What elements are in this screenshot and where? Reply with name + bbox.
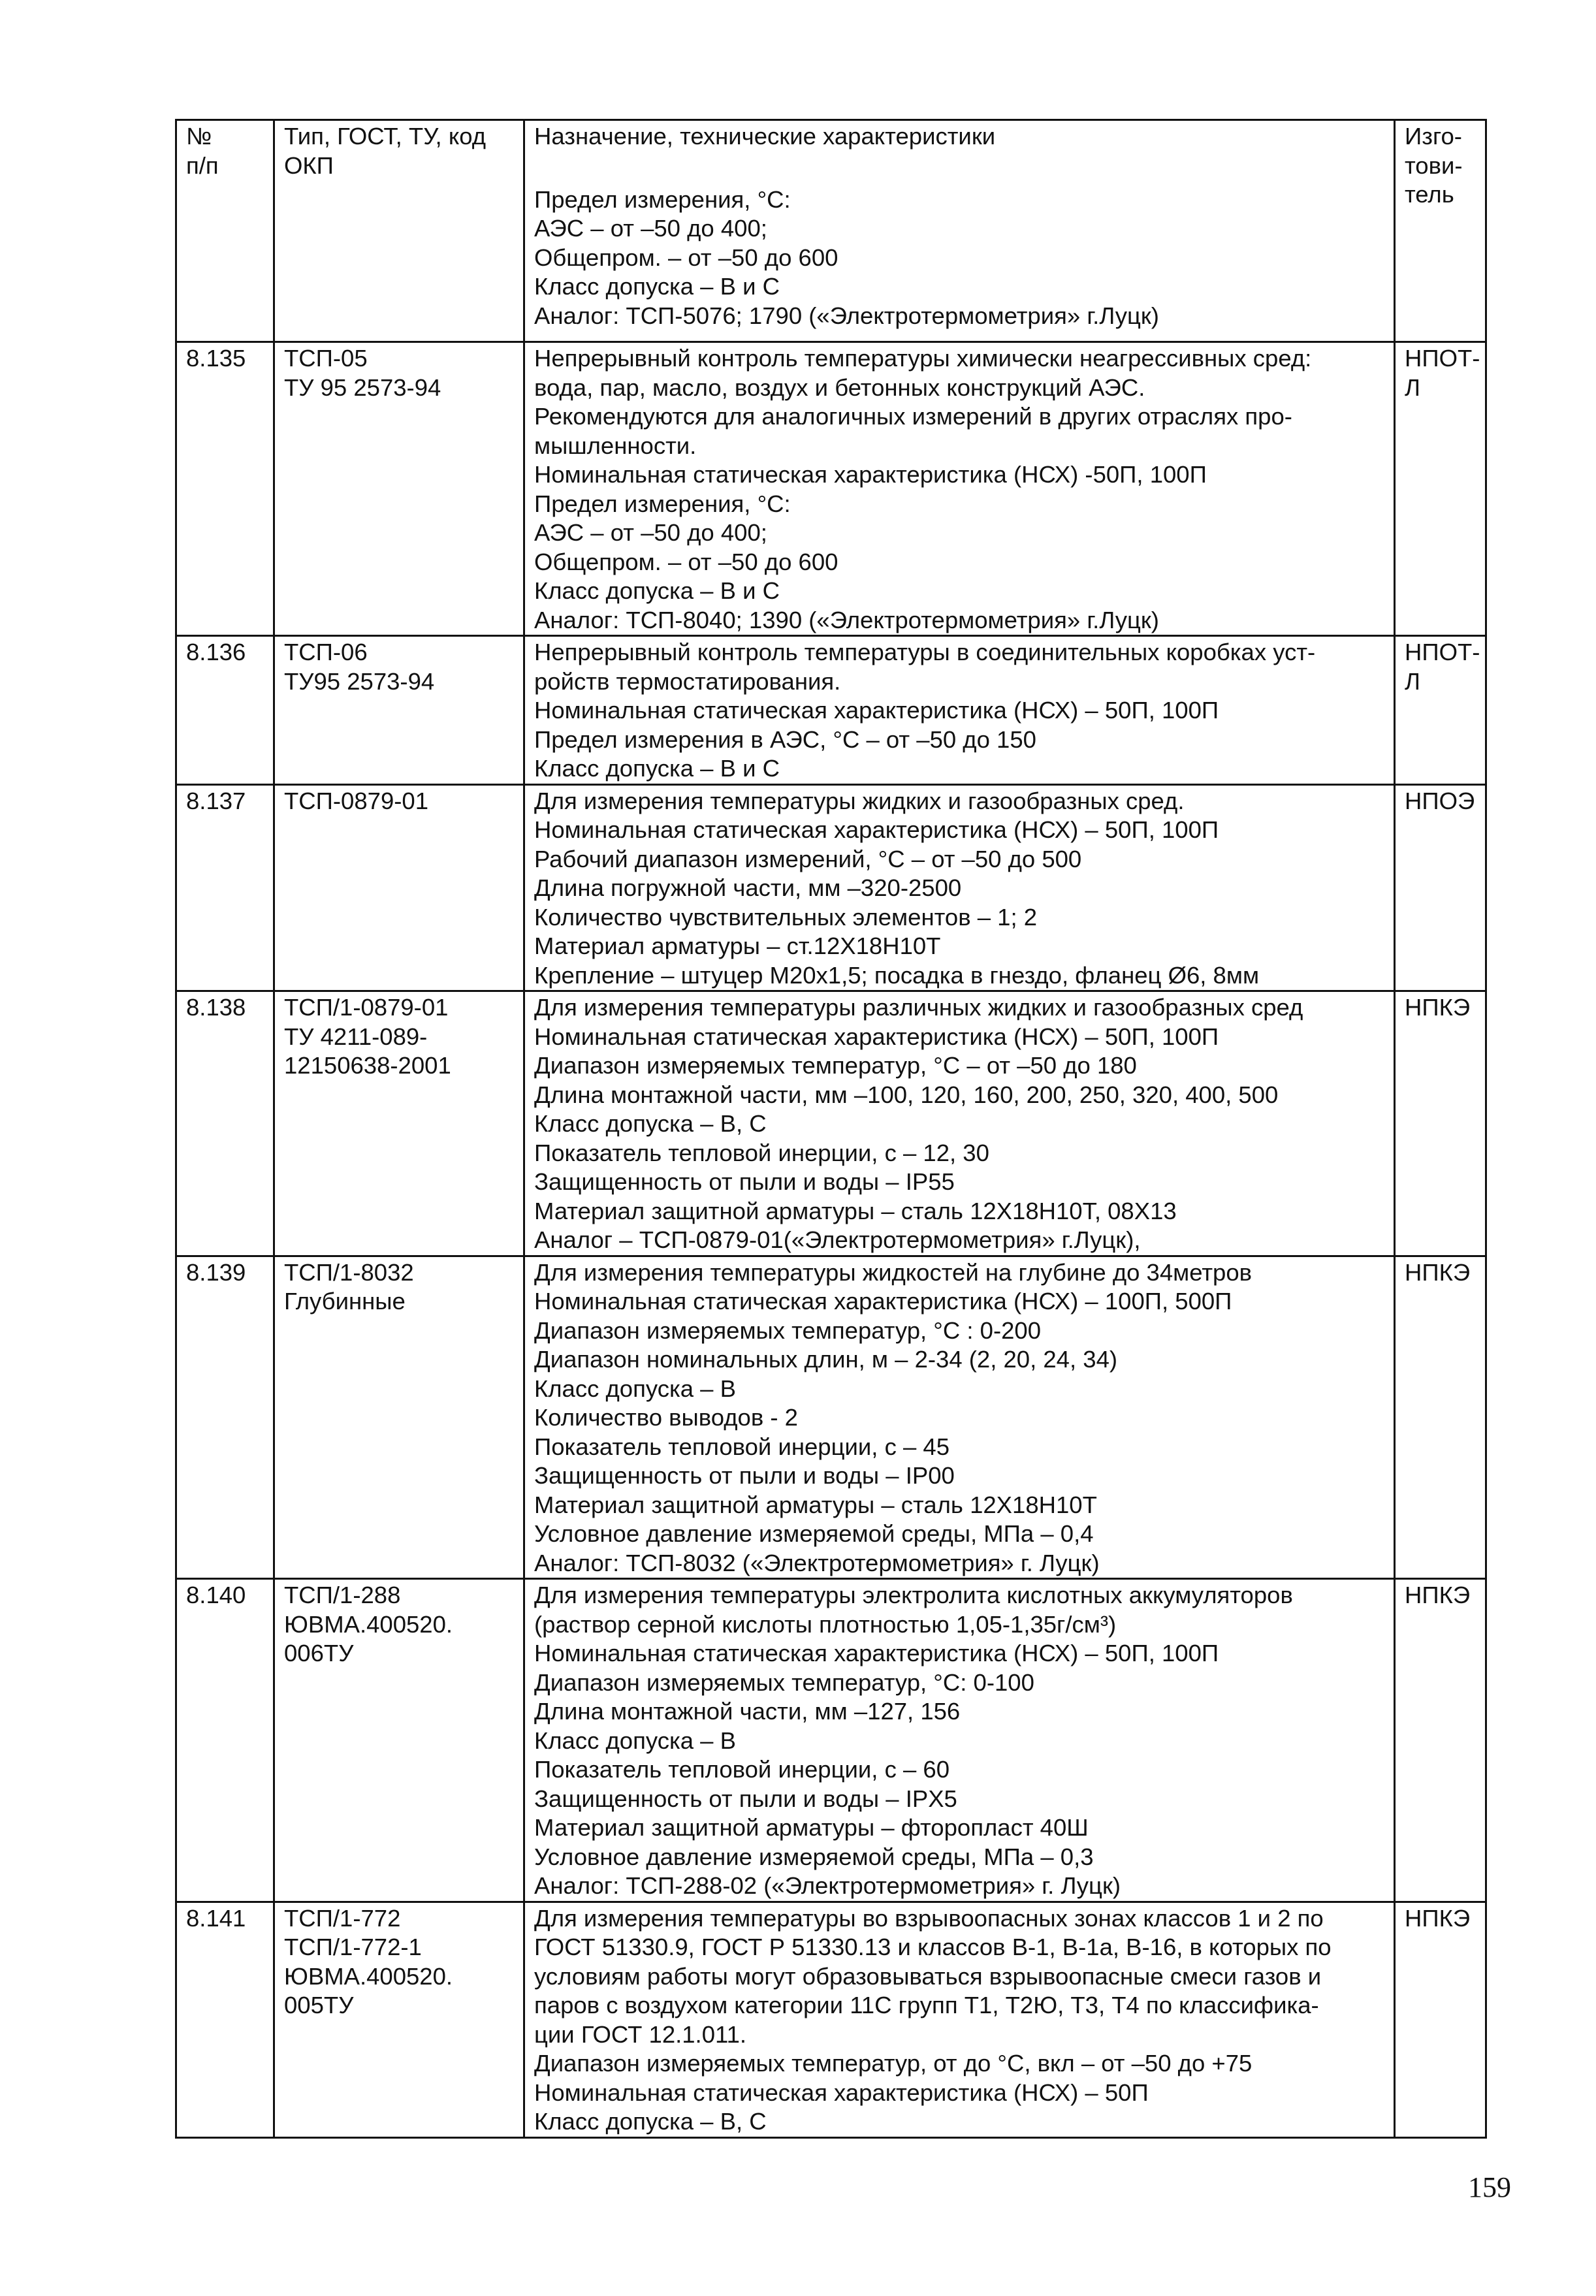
description-line: Показатель тепловой инерции, с – 60 xyxy=(534,1756,950,1783)
row-manufacturer xyxy=(1395,342,1486,636)
manufacturer-line: НПОТ- xyxy=(1405,639,1480,665)
type-line: 006ТУ xyxy=(284,1640,354,1666)
description-line: Длина монтажной части, мм –127, 156 xyxy=(534,1698,961,1725)
header-number xyxy=(176,120,274,342)
row-manufacturer xyxy=(1395,1256,1486,1579)
description-line: Диапазон номинальных длин, м – 2-34 (2, 20, 24, 34) xyxy=(534,1346,1118,1373)
row-number: 8.135 xyxy=(176,342,274,636)
header-number-line: № xyxy=(186,123,212,150)
manufacturer-line: НПКЭ xyxy=(1405,1582,1471,1608)
description-line: мышленности. xyxy=(534,432,697,459)
header-type xyxy=(274,120,524,342)
description-line: Номинальная статическая характеристика (НСХ) – 50П, 100П xyxy=(534,1640,1219,1666)
description-line: Номинальная статическая характеристика (НСХ) – 50П, 100П xyxy=(534,1023,1219,1050)
description-line: Номинальная статическая характеристика (НСХ) -50П, 100П xyxy=(534,461,1207,488)
header-manufacturer-line: тови- xyxy=(1405,151,1463,179)
type-line: 12150638-2001 xyxy=(284,1052,451,1079)
header-type-line: Тип, ГОСТ, ТУ, код xyxy=(284,123,487,150)
description-line: Материал защитной арматуры – сталь 12Х18Н10Т xyxy=(534,1491,1097,1518)
description-line: Общепром. – от –50 до 600 xyxy=(534,548,838,575)
row-number: 8.137 xyxy=(176,784,274,991)
description-line: Номинальная статическая характеристика (НСХ) – 100П, 500П xyxy=(534,1288,1232,1315)
description-line: Номинальная статическая характеристика (НСХ) – 50П, 100П xyxy=(534,697,1219,724)
type-line: ТУ95 2573-94 xyxy=(284,667,435,695)
row-number: 8.140 xyxy=(176,1579,274,1902)
type-line: ТУ 4211-089- xyxy=(284,1023,428,1050)
description-line: Для измерения температуры жидких и газообразных сред. xyxy=(534,787,1185,814)
row-manufacturer xyxy=(1395,991,1486,1256)
type-line: ТСП-0879-01 xyxy=(284,787,428,814)
description-line: Защищенность от пыли и воды – IP00 xyxy=(534,1462,955,1489)
type-line: ТСП-06 xyxy=(284,639,368,665)
description-line: Условное давление измеряемой среды, МПа – 0,4 xyxy=(534,1520,1094,1547)
row-number: 8.138 xyxy=(176,991,274,1256)
table-row xyxy=(176,636,1486,785)
continuation-description xyxy=(534,151,1387,331)
type-line: ТУ 95 2573-94 xyxy=(284,374,441,401)
row-description xyxy=(524,1256,1395,1579)
manufacturer-line: НПОТ- xyxy=(1405,345,1480,372)
description-line: АЭС – от –50 до 400; xyxy=(534,519,767,546)
description-line: Рабочий диапазон измерений, °С – от –50 до 500 xyxy=(534,845,1082,872)
table-row xyxy=(176,1256,1486,1579)
row-manufacturer xyxy=(1395,636,1486,785)
type-line: Глубинные xyxy=(284,1288,406,1315)
row-description xyxy=(524,991,1395,1256)
manufacturer-line: Л xyxy=(1405,374,1420,401)
row-type-spec xyxy=(274,636,524,785)
description-line: ции ГОСТ 12.1.011. xyxy=(534,2020,747,2048)
description-line: Непрерывный контроль температуры химически неагрессивных сред: xyxy=(534,345,1312,372)
description-line: Защищенность от пыли и воды – IPX5 xyxy=(534,1785,957,1812)
description-line: Показатель тепловой инерции, с – 12, 30 xyxy=(534,1139,989,1166)
row-description xyxy=(524,784,1395,991)
description-line: Защищенность от пыли и воды – IP55 xyxy=(534,1168,955,1195)
continuation-line: АЭС – от –50 до 400; xyxy=(534,215,767,242)
row-number: 8.136 xyxy=(176,636,274,785)
header-manufacturer xyxy=(1395,120,1486,342)
header-number-line: п/п xyxy=(186,151,219,179)
type-line: ТСП/1-288 xyxy=(284,1582,401,1608)
description-line: Класс допуска – В, С xyxy=(534,1110,767,1137)
type-line: ТСП/1-772-1 xyxy=(284,1934,422,1960)
type-line: ЮВМА.400520. xyxy=(284,1610,453,1638)
description-line: Непрерывный контроль температуры в соединительных коробках уст- xyxy=(534,639,1316,665)
row-description xyxy=(524,1579,1395,1902)
description-line: Количество выводов - 2 xyxy=(534,1404,798,1431)
description-line: Материал защитной арматуры – фторопласт 40Ш xyxy=(534,1814,1089,1841)
type-line: ТСП/1-0879-01 xyxy=(284,994,449,1021)
type-line: ТСП-05 xyxy=(284,345,368,372)
header-row xyxy=(176,120,1486,342)
type-line: 005ТУ xyxy=(284,1992,354,2018)
header-description-title: Назначение, технические характеристики xyxy=(534,123,996,150)
description-line: Номинальная статическая характеристика (НСХ) – 50П, 100П xyxy=(534,816,1219,843)
header-description xyxy=(524,120,1395,342)
row-description xyxy=(524,1902,1395,2137)
description-line: Диапазон измеряемых температур, °С : 0-200 xyxy=(534,1316,1042,1344)
row-description xyxy=(524,342,1395,636)
continuation-line: Предел измерения, °С: xyxy=(534,185,791,213)
description-line: Класс допуска – В и С xyxy=(534,755,780,782)
type-line: ЮВМА.400520. xyxy=(284,1962,453,1990)
table-row xyxy=(176,1579,1486,1902)
manufacturer-line: Л xyxy=(1405,667,1420,695)
row-type-spec xyxy=(274,1256,524,1579)
manufacturer-line: НПКЭ xyxy=(1405,1258,1471,1286)
row-manufacturer xyxy=(1395,784,1486,991)
header-manufacturer-line: тель xyxy=(1405,181,1454,208)
row-manufacturer xyxy=(1395,1579,1486,1902)
description-line: ройств термостатирования. xyxy=(534,667,841,695)
description-line: Аналог – ТСП-0879-01(«Электротермометрия» г.Луцк), xyxy=(534,1226,1141,1253)
continuation-line: Аналог: ТСП-5076; 1790 («Электротермометрия» г.Луцк) xyxy=(534,302,1159,329)
description-line: Крепление – штуцер М20х1,5; посадка в гнездо, фланец Ø6, 8мм xyxy=(534,961,1260,989)
description-line: Диапазон измеряемых температур, °С – от –50 до 180 xyxy=(534,1052,1137,1079)
description-line: вода, пар, масло, воздух и бетонных конструкций АЭС. xyxy=(534,374,1145,401)
description-line: Рекомендуются для аналогичных измерений в других отраслях про- xyxy=(534,403,1292,430)
description-line: Длина монтажной части, мм –100, 120, 160, 200, 250, 320, 400, 500 xyxy=(534,1081,1279,1108)
description-line: Материал защитной арматуры – сталь 12Х18Н10Т, 08Х13 xyxy=(534,1197,1177,1224)
description-line: Класс допуска – В и С xyxy=(534,577,780,604)
type-line: ТСП/1-772 xyxy=(284,1904,401,1932)
row-manufacturer xyxy=(1395,1902,1486,2137)
description-line: (раствор серной кислоты плотностью 1,05-1,35г/см³) xyxy=(534,1610,1117,1638)
table-row xyxy=(176,991,1486,1256)
description-line: Показатель тепловой инерции, с – 45 xyxy=(534,1433,950,1460)
table-row xyxy=(176,1902,1486,2137)
row-description xyxy=(524,636,1395,785)
description-line: Условное давление измеряемой среды, МПа – 0,3 xyxy=(534,1843,1094,1870)
row-number: 8.141 xyxy=(176,1902,274,2137)
row-type-spec xyxy=(274,991,524,1256)
description-line: Аналог: ТСП-8032 («Электротермометрия» г. Луцк) xyxy=(534,1549,1100,1576)
row-type-spec xyxy=(274,1579,524,1902)
description-line: Для измерения температуры во взрывоопасных зонах классов 1 и 2 по xyxy=(534,1904,1324,1932)
manufacturer-line: НПКЭ xyxy=(1405,994,1471,1021)
description-line: Номинальная статическая характеристика (НСХ) – 50П xyxy=(534,2079,1149,2106)
row-type-spec xyxy=(274,784,524,991)
description-line: Количество чувствительных элементов – 1; 2 xyxy=(534,903,1038,931)
header-manufacturer-line: Изго- xyxy=(1405,123,1462,150)
product-table xyxy=(175,119,1487,2139)
description-line: условиям работы могут образовываться взрывоопасные смеси газов и xyxy=(534,1962,1322,1990)
description-line: ГОСТ 51330.9, ГОСТ Р 51330.13 и классов В-1, В-1а, В-16, в которых по xyxy=(534,1934,1332,1960)
description-line: Предел измерения, °С: xyxy=(534,490,791,517)
description-line: Длина погружной части, мм –320-2500 xyxy=(534,874,962,901)
type-line: ТСП/1-8032 xyxy=(284,1258,414,1286)
manufacturer-line: НПОЭ xyxy=(1405,787,1475,814)
table-row xyxy=(176,342,1486,636)
row-type-spec xyxy=(274,342,524,636)
description-line: Аналог: ТСП-8040; 1390 («Электротермометрия» г.Луцк) xyxy=(534,606,1159,633)
description-line: Диапазон измеряемых температур, от до °С, вкл – от –50 до +75 xyxy=(534,2050,1253,2077)
description-line: паров с воздухом категории 11С групп Т1, Т2Ю, Т3, Т4 по классифика- xyxy=(534,1992,1319,2018)
description-line: Аналог: ТСП-288-02 («Электротермометрия» г. Луцк) xyxy=(534,1872,1121,1899)
description-line: Материал арматуры – ст.12Х18Н10Т xyxy=(534,933,941,959)
header-type-line: ОКП xyxy=(284,151,334,179)
description-line: Класс допуска – В xyxy=(534,1375,736,1402)
continuation-line: Общепром. – от –50 до 600 xyxy=(534,244,838,271)
description-line: Для измерения температуры различных жидких и газообразных сред xyxy=(534,994,1303,1021)
row-type-spec xyxy=(274,1902,524,2137)
description-line: Диапазон измеряемых температур, °С: 0-100 xyxy=(534,1668,1034,1696)
page-number: 159 xyxy=(1468,2171,1511,2203)
table-row xyxy=(176,784,1486,991)
manufacturer-line: НПКЭ xyxy=(1405,1904,1471,1932)
row-number: 8.139 xyxy=(176,1256,274,1579)
description-line: Предел измерения в АЭС, °С – от –50 до 150 xyxy=(534,725,1036,753)
description-line: Для измерения температуры электролита кислотных аккумуляторов xyxy=(534,1582,1293,1608)
description-line: Класс допуска – В, С xyxy=(534,2108,767,2135)
description-line: Класс допуска – В xyxy=(534,1727,736,1754)
description-line: Для измерения температуры жидкостей на глубине до 34метров xyxy=(534,1258,1253,1286)
continuation-line: Класс допуска – В и С xyxy=(534,273,780,300)
